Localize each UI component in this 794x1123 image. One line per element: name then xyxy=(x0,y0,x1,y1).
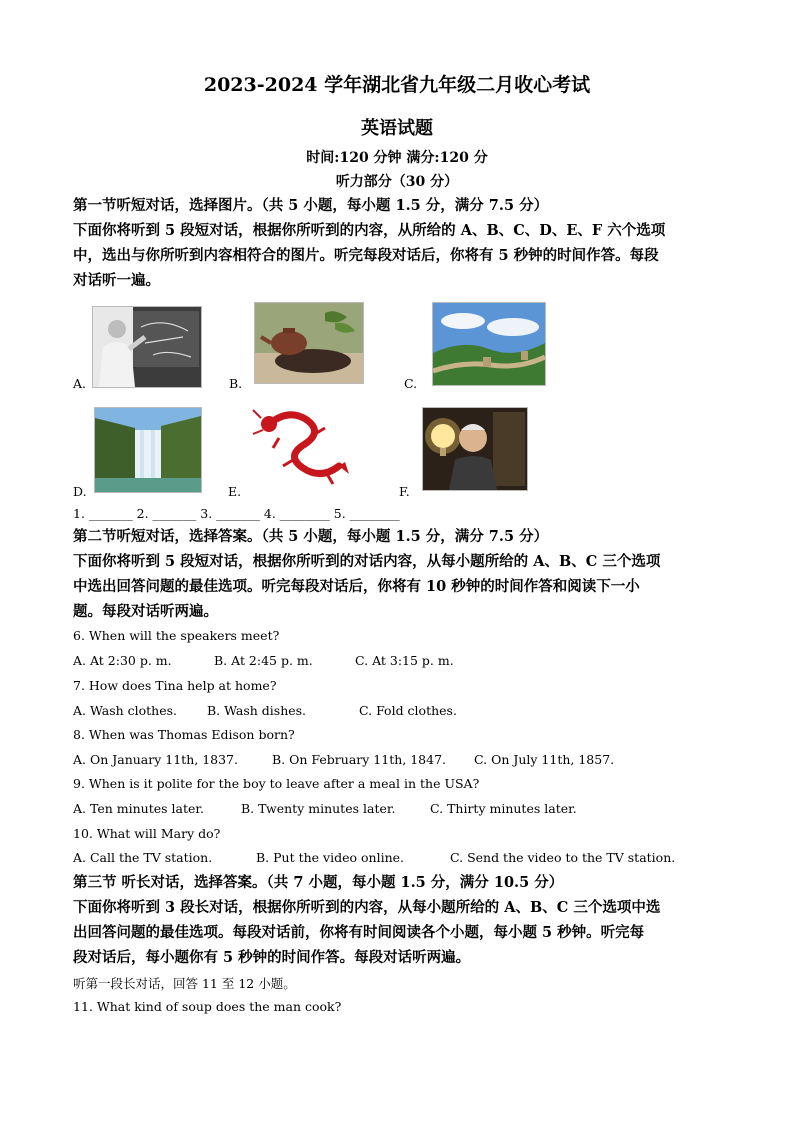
section1-heading: 第一节听短对话，选择图片。（共 5 小题，每小题 1.5 分，满分 7.5 分） xyxy=(73,197,549,214)
picture-label-a: A. xyxy=(73,376,87,391)
option-b[interactable]: B. On February 11th, 1847. xyxy=(272,752,446,767)
section2-instruction-3: 题。每段对话听两遍。 xyxy=(73,603,218,620)
subject-title: 英语试题 xyxy=(361,118,433,139)
picture-d-waterfall[interactable] xyxy=(94,407,202,493)
picture-c-great-wall[interactable] xyxy=(432,302,546,386)
picture-e-dragon-papercut[interactable] xyxy=(248,403,358,493)
option-b[interactable]: B. Wash dishes. xyxy=(207,703,307,718)
picture-f-edison-lightbulb[interactable] xyxy=(422,407,528,491)
picture-label-c: C. xyxy=(404,376,418,391)
option-a[interactable]: A. At 2:30 p. m. xyxy=(73,653,172,668)
picture-label-b: B. xyxy=(229,376,243,391)
section2-instruction-2: 中选出回答问题的最佳选项。听完每段对话后，你将有 10 秒钟的时间作答和阅读下一小 xyxy=(73,578,640,595)
option-c[interactable]: C. Thirty minutes later. xyxy=(430,801,577,816)
section1-instruction-2: 中，选出与你所听到内容相符合的图片。听完每段对话后，你将有 5 秒钟的时间作答。每段 xyxy=(73,247,659,264)
picture-b-teapot-tea[interactable] xyxy=(254,302,364,384)
option-c[interactable]: C. Fold clothes. xyxy=(359,703,457,718)
question-8: 8. When was Thomas Edison born? xyxy=(73,727,295,742)
option-c[interactable]: C. Send the video to the TV station. xyxy=(450,850,676,865)
section1-instruction-3: 对话听一遍。 xyxy=(73,272,160,289)
section3-instruction-2: 出回答问题的最佳选项。每段对话前，你将有时间阅读各个小题，每小题 5 秒钟。听完每 xyxy=(73,924,645,941)
section3-heading: 第三节 听长对话，选择答案。（共 7 小题，每小题 1.5 分，满分 10.5 分） xyxy=(73,874,564,891)
option-a[interactable]: A. On January 11th, 1837. xyxy=(73,752,238,767)
section3-instruction-1: 下面你将听到 3 段长对话，根据你所听到的内容，从每小题所给的 A、B、C 三个选项中选 xyxy=(73,899,661,916)
question-7: 7. How does Tina help at home? xyxy=(73,678,277,693)
time-score-line: 时间:120 分钟 满分:120 分 xyxy=(306,150,488,166)
section3-dialogue-note: 听第一段长对话，回答 11 至 12 小题。 xyxy=(73,976,296,991)
option-c[interactable]: C. At 3:15 p. m. xyxy=(355,653,454,668)
question-10: 10. What will Mary do? xyxy=(73,826,221,841)
section1-instruction-1: 下面你将听到 5 段短对话，根据你所听到的内容，从所给的 A、B、C、D、E、F 六个选项 xyxy=(73,222,666,239)
picture-label-d: D. xyxy=(73,484,87,499)
option-b[interactable]: B. Twenty minutes later. xyxy=(241,801,396,816)
section3-instruction-3: 段对话后，每小题你有 5 秒钟的时间作答。每段对话听两遍。 xyxy=(73,949,471,966)
listening-part-title: 听力部分（30 分） xyxy=(335,174,459,190)
picture-label-e: E. xyxy=(228,484,242,499)
section2-heading: 第二节听短对话，选择答案。（共 5 小题，每小题 1.5 分，满分 7.5 分） xyxy=(73,528,549,545)
picture-a-scientist-blackboard[interactable] xyxy=(92,306,202,388)
exam-title: 2023-2024 学年湖北省九年级二月收心考试 xyxy=(203,74,591,96)
picture-label-f: F. xyxy=(399,484,410,499)
option-a[interactable]: A. Ten minutes later. xyxy=(73,801,204,816)
option-b[interactable]: B. Put the video online. xyxy=(256,850,404,865)
question-11: 11. What kind of soup does the man cook? xyxy=(73,999,342,1014)
section1-answer-blanks[interactable]: 1. _______ 2. _______ 3. _______ 4. ________ 5. ________ xyxy=(73,506,400,521)
question-9: 9. When is it polite for the boy to leave after a meal in the USA? xyxy=(73,776,480,791)
section2-instruction-1: 下面你将听到 5 段短对话，根据你所听到的对话内容，从每小题所给的 A、B、C 三个选项 xyxy=(73,553,661,570)
option-a[interactable]: A. Wash clothes. xyxy=(73,703,178,718)
option-a[interactable]: A. Call the TV station. xyxy=(73,850,213,865)
question-6: 6. When will the speakers meet? xyxy=(73,628,280,643)
option-b[interactable]: B. At 2:45 p. m. xyxy=(214,653,313,668)
option-c[interactable]: C. On July 11th, 1857. xyxy=(474,752,615,767)
